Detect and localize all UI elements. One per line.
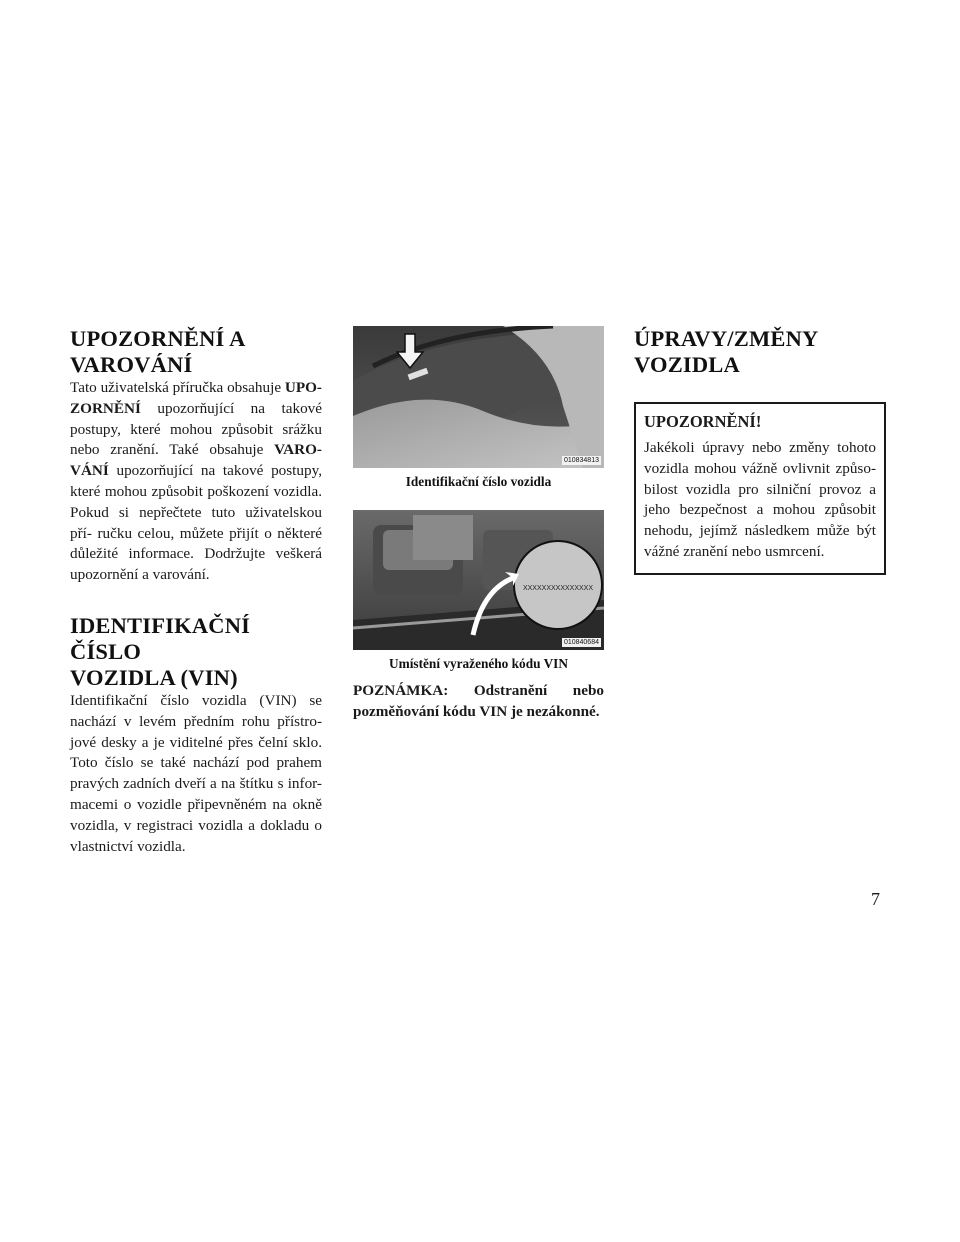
vin-paragraph: Identifikační číslo vozidla (VIN) se nachází v levém předním rohu přístro- jové desky a je viditelné přes čelní sklo. Toto číslo se také nachází pod prahem pravých zadních dveří a na štítku s infor- macemi o vozidle připevněném na okně vozidla, v registraci vozidla a dokladu o vlastnictví vozidla. xyxy=(70,691,322,855)
modifications-heading xyxy=(634,326,886,378)
warning-box xyxy=(634,402,886,575)
warning-text: Jakékoli úpravy nebo změny tohoto vozidla mohou vážně ovlivnit způso- bilost vozidla pro silniční provoz a jeho bezpečnost a mohou způsobit nehodu, jejímž následkem může být vážné zranění nebo usmrcení. xyxy=(644,439,876,560)
modifications-heading-line1: ÚPRAVY/ZMĚNY xyxy=(634,326,819,351)
warnings-text-1: Tato uživatelská příručka obsahuje xyxy=(70,379,285,396)
left-column xyxy=(70,326,322,857)
vin-heading-line1: IDENTIFIKAČNÍ ČÍSLO xyxy=(70,612,251,664)
right-column xyxy=(634,326,886,575)
vin-heading-line2: VOZIDLA (VIN) xyxy=(70,664,238,690)
warnings-heading-line2: VAROVÁNÍ xyxy=(70,352,193,377)
warning-title: UPOZORNĚNÍ! xyxy=(644,412,762,431)
warnings-heading-line1: UPOZORNĚNÍ A xyxy=(70,326,246,351)
floor-illustration xyxy=(353,510,604,650)
warnings-heading xyxy=(70,326,322,378)
figure-caption-stamp: Umístění vyraženého kódu VIN xyxy=(389,656,568,671)
vin-stamp-photo xyxy=(353,510,604,650)
warnings-paragraph xyxy=(70,378,322,586)
figure-caption-vin: Identifikační číslo vozidla xyxy=(405,474,552,489)
vin-dashboard-photo xyxy=(353,326,604,468)
warnings-bold-varovani: VARO- VÁNÍ xyxy=(70,441,322,480)
modifications-heading-line2: VOZIDLA xyxy=(634,352,740,377)
page-number: 7 xyxy=(871,889,880,909)
stamp-text: XXXXXXXXXXXXXXX xyxy=(522,585,594,592)
warnings-text-3: upozorňující na takové postupy, které mohou způsobit poškození vozidla. Pokud si nepřečtete tuto uživatelskou pří- ručku celou, můžete přijít o některé důležité informace. Dodržujte veškerá upozornění a varování. xyxy=(70,462,322,584)
vin-heading xyxy=(70,613,322,691)
warnings-bold-upozorneni: UPO- ZORNĚNÍ xyxy=(70,379,322,417)
note-paragraph xyxy=(353,681,604,723)
note-line-2: pozměňování kódu VIN je nezákonné. xyxy=(353,702,600,720)
middle-column xyxy=(353,326,604,723)
note-line-1: POZNÁMKA: Odstranění nebo xyxy=(353,682,604,699)
photo-code-label-2: 010840684 xyxy=(563,639,599,646)
warnings-text-2: upozorňující na takové postupy, které mohou způsobit srážku nebo zranění. Také obsahuje xyxy=(70,399,322,459)
photo-code-label: 010834813 xyxy=(563,457,599,464)
dashboard-illustration xyxy=(353,326,604,468)
